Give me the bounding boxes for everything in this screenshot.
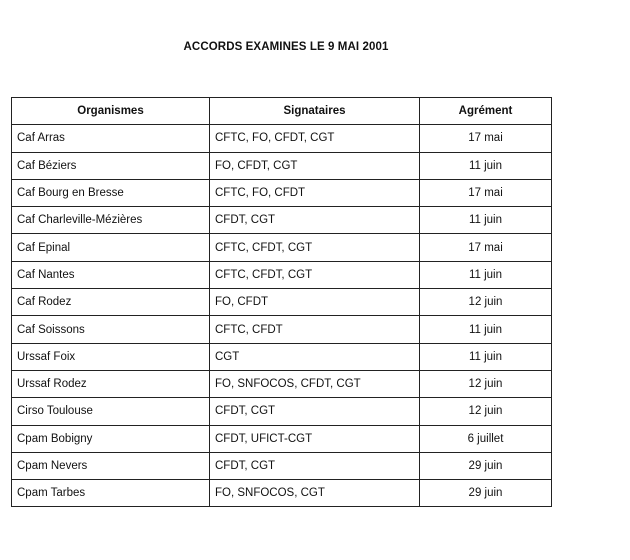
cell-signataires: FO, CFDT: [210, 289, 420, 316]
cell-organisme: Caf Nantes: [12, 261, 210, 288]
cell-agrement: 12 juin: [420, 370, 552, 397]
cell-signataires: CFTC, CFDT, CGT: [210, 261, 420, 288]
page-title: ACCORDS EXAMINES LE 9 MAI 2001: [183, 41, 389, 53]
cell-agrement: 29 juin: [420, 480, 552, 507]
table-row: [12, 152, 552, 179]
cell-signataires: CFTC, FO, CFDT, CGT: [210, 125, 420, 152]
cell-agrement: 11 juin: [420, 316, 552, 343]
cell-organisme: Cpam Nevers: [12, 452, 210, 479]
cell-organisme: Cpam Bobigny: [12, 425, 210, 452]
cell-agrement: 11 juin: [420, 261, 552, 288]
table-row: [12, 261, 552, 288]
cell-organisme: Caf Bourg en Bresse: [12, 179, 210, 206]
header-agrement: Agrément: [420, 98, 552, 125]
table-header-row: [12, 98, 552, 125]
table-row: [12, 343, 552, 370]
cell-organisme: Caf Rodez: [12, 289, 210, 316]
cell-organisme: Caf Arras: [12, 125, 210, 152]
cell-signataires: FO, CFDT, CGT: [210, 152, 420, 179]
table-row: [12, 398, 552, 425]
header-organismes: Organismes: [12, 98, 210, 125]
cell-agrement: 11 juin: [420, 152, 552, 179]
cell-agrement: 6 juillet: [420, 425, 552, 452]
cell-organisme: Caf Epinal: [12, 234, 210, 261]
cell-organisme: Cirso Toulouse: [12, 398, 210, 425]
cell-organisme: Cpam Tarbes: [12, 480, 210, 507]
cell-signataires: CFDT, CGT: [210, 207, 420, 234]
table-row: [12, 234, 552, 261]
cell-signataires: CFTC, CFDT, CGT: [210, 234, 420, 261]
cell-agrement: 12 juin: [420, 289, 552, 316]
cell-signataires: CFTC, FO, CFDT: [210, 179, 420, 206]
cell-signataires: CFDT, UFICT-CGT: [210, 425, 420, 452]
table-body: [12, 125, 552, 507]
table-row: [12, 480, 552, 507]
cell-agrement: 17 mai: [420, 179, 552, 206]
cell-agrement: 17 mai: [420, 125, 552, 152]
table-row: [12, 425, 552, 452]
cell-agrement: 12 juin: [420, 398, 552, 425]
table-row: [12, 316, 552, 343]
table-row: [12, 452, 552, 479]
cell-organisme: Caf Soissons: [12, 316, 210, 343]
cell-agrement: 11 juin: [420, 207, 552, 234]
cell-organisme: Urssaf Foix: [12, 343, 210, 370]
cell-signataires: FO, SNFOCOS, CFDT, CGT: [210, 370, 420, 397]
cell-signataires: CFTC, CFDT: [210, 316, 420, 343]
cell-signataires: CFDT, CGT: [210, 452, 420, 479]
accords-table: [11, 97, 552, 507]
cell-agrement: 11 juin: [420, 343, 552, 370]
cell-agrement: 17 mai: [420, 234, 552, 261]
cell-signataires: FO, SNFOCOS, CGT: [210, 480, 420, 507]
table-row: [12, 179, 552, 206]
table-row: [12, 289, 552, 316]
cell-signataires: CFDT, CGT: [210, 398, 420, 425]
header-signataires: Signataires: [210, 98, 420, 125]
cell-organisme: Caf Charleville-Mézières: [12, 207, 210, 234]
table-row: [12, 207, 552, 234]
cell-organisme: Urssaf Rodez: [12, 370, 210, 397]
table-row: [12, 370, 552, 397]
cell-organisme: Caf Béziers: [12, 152, 210, 179]
cell-agrement: 29 juin: [420, 452, 552, 479]
cell-signataires: CGT: [210, 343, 420, 370]
table-row: [12, 125, 552, 152]
